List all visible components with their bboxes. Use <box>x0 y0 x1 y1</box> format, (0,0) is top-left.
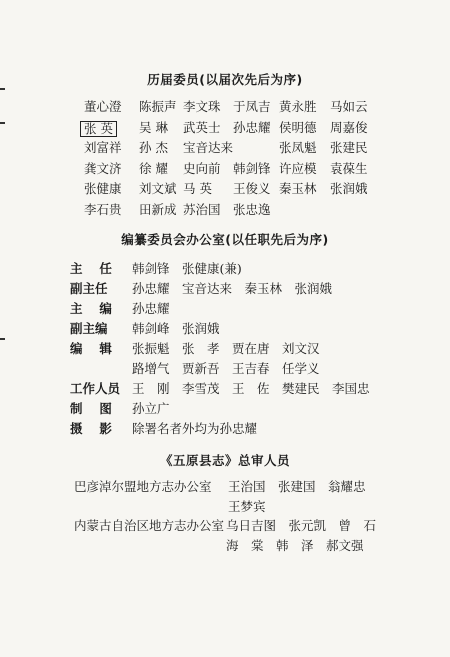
member-name: 苏治国 <box>183 201 221 217</box>
review-names: 海 棠 韩 泽 郝文强 <box>226 538 364 553</box>
review-org: 巴彦淖尔盟地方志办公室 <box>74 479 212 494</box>
member-name: 刘文斌 <box>139 181 177 196</box>
member-name: 陈振声 <box>139 99 177 114</box>
office-names: 韩剑峰 张润娥 <box>132 321 220 336</box>
review-names: 王治国 张建国 翁耀忠 <box>228 479 366 494</box>
member-name: 王俊义 <box>233 181 271 196</box>
office-names: 除署名者外均为孙忠耀 <box>132 421 258 436</box>
review-names: 乌日吉图 张元凯 曾 石 <box>226 518 377 533</box>
member-name: 秦玉林 <box>279 181 317 196</box>
office-names: 韩剑锋 张健康(兼) <box>132 261 242 276</box>
office-role: 副主编 <box>70 321 108 336</box>
review-title: 《五原县志》总审人员 <box>159 453 290 468</box>
member-name: 韩剑锋 <box>233 160 271 176</box>
member-name: 田新成 <box>139 201 177 217</box>
member-name: 徐 耀 <box>139 160 168 176</box>
office-role: 主 任 <box>70 261 112 276</box>
scan-edge-mark <box>0 338 5 340</box>
member-name: 张凤魁 <box>279 140 317 155</box>
office-names: 路增气 贾新吾 王吉春 任学义 <box>132 361 320 376</box>
member-name: 史向前 <box>183 160 221 176</box>
office-role: 摄 影 <box>70 421 112 436</box>
office-names: 王 刚 李雪茂 王 佐 樊建民 李国忠 <box>132 381 370 396</box>
member-name: 周嘉俊 <box>330 119 368 135</box>
office-role: 制 图 <box>70 401 112 416</box>
member-name: 张建民 <box>330 140 368 155</box>
member-name: 袁葆生 <box>330 160 368 176</box>
office-role: 副主任 <box>70 281 108 296</box>
member-name: 于凤吉 <box>233 99 271 114</box>
member-name: 李文珠 <box>183 99 221 114</box>
office-names: 孙立广 <box>132 401 170 416</box>
office-role: 主 编 <box>70 301 112 316</box>
review-org: 内蒙古自治区地方志办公室 <box>74 518 225 533</box>
office-names: 孙忠耀 宝音达来 秦玉林 张润娥 <box>132 281 333 296</box>
scan-edge-mark <box>0 88 5 90</box>
member-name: 宝音达来 <box>183 140 234 155</box>
member-name: 马 英 <box>183 181 212 196</box>
member-name: 许应模 <box>279 160 317 176</box>
member-name: 侯明德 <box>279 119 317 135</box>
member-name: 武英士 <box>183 119 221 135</box>
member-name: 董心澄 <box>84 99 122 114</box>
office-title: 编纂委员会办公室(以任职先后为序) <box>121 232 329 247</box>
past-members-title: 历届委员(以届次先后为序) <box>147 72 303 87</box>
member-name: 孙忠耀 <box>233 119 271 135</box>
office-role: 工作人员 <box>70 381 121 396</box>
office-role: 编 辑 <box>70 341 112 356</box>
member-name: 李石贵 <box>84 201 122 217</box>
member-name: 张 英 <box>80 121 117 137</box>
member-name: 孙 杰 <box>139 140 168 155</box>
office-names: 孙忠耀 <box>132 301 170 316</box>
member-name: 张健康 <box>84 181 122 196</box>
member-name: 张忠逸 <box>233 201 271 217</box>
review-names: 王梦宾 <box>228 499 266 514</box>
member-name: 龚文济 <box>84 160 122 176</box>
member-name: 马如云 <box>330 99 368 114</box>
member-name: 刘富祥 <box>84 140 122 155</box>
office-names: 张振魁 张 孝 贾在唐 刘文汉 <box>132 341 320 356</box>
member-name: 吴 琳 <box>139 119 168 135</box>
member-name: 黄永胜 <box>279 99 317 114</box>
member-name: 张润娥 <box>330 181 368 196</box>
scan-edge-mark <box>0 122 5 124</box>
